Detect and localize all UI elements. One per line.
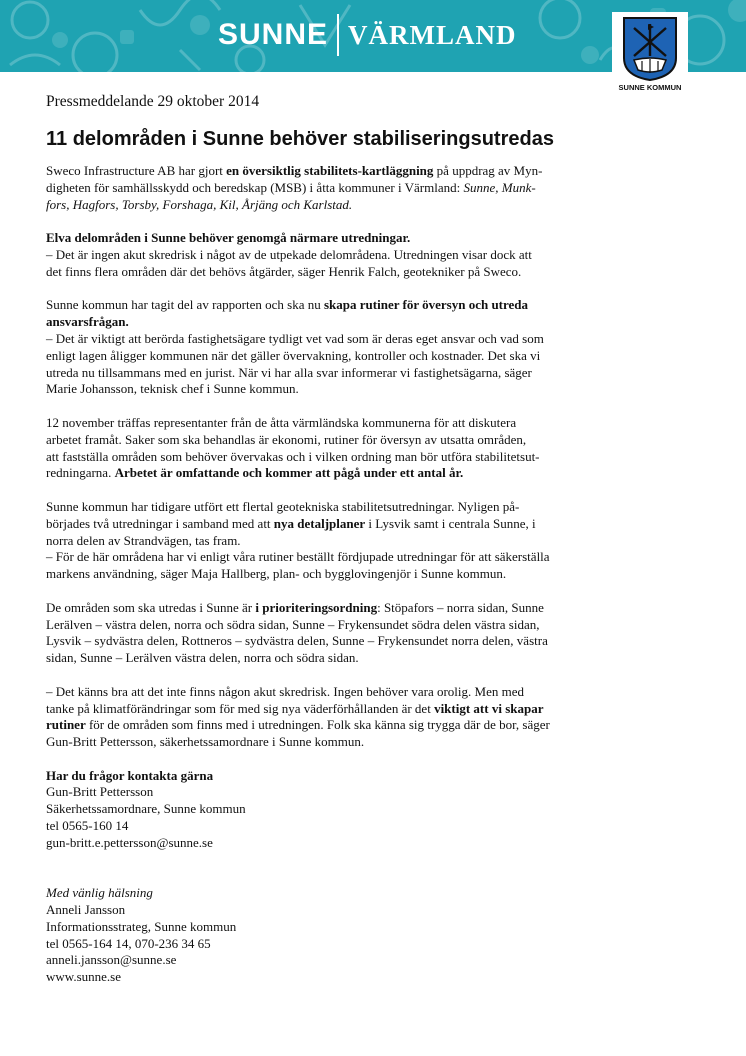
coat-of-arms-icon [622,16,678,82]
paragraph-detail-plans [46,499,646,583]
signoff-phone: tel 0565-164 14, 070-236 34 65 [46,935,211,951]
signoff-greeting: Med vänlig hälsning [46,885,153,901]
text-line: Marie Johansson, teknisk chef i Sunne kommun. [46,381,299,397]
text-line: 12 november träffas representanter från de åtta värmländska kommunerna för att diskutera [46,414,517,430]
text-line: markens användning, säger Maja Hallberg, plan- och bygglovingenjör i Sunne kommun. [46,566,507,582]
text-line: norra delen av Strandvägen, tas fram. [46,532,241,548]
paragraph-intro [46,163,646,213]
text-line: att fastställa områden som behöver övervakas och i vilken ordning man bör utföra stabilitetsut- [46,448,540,464]
brand-divider [337,14,339,56]
municipality-logo [612,12,688,96]
text-line: Lerälven – västra delen, norra och södra sidan, Sunne – Frykensundet södra delen västra sidan, [46,616,540,632]
contact-email: gun-britt.e.pettersson@sunne.se [46,834,213,850]
paragraph-municipality-response [46,297,646,398]
text: Sunne kommun har tagit del av rapporten och ska nu [46,297,324,313]
bold-text: nya detaljplaner [273,515,366,531]
brand-sunne: SUNNE [218,18,329,51]
text: De områden som ska utredas i Sunne är [46,599,256,615]
contact-block [46,768,646,852]
bold-text: rutiner [46,717,86,733]
contact-name: Gun-Britt Pettersson [46,784,154,800]
bold-text: viktigt att vi skapar [434,700,544,716]
signoff-name: Anneli Jansson [46,902,126,918]
brand-varmland: VÄRMLAND [348,19,517,50]
text-line: Sunne kommun har tidigare utfört ett flertal geotekniska stabilitetsutredningar. Nyligen på- [46,498,520,514]
text: digheten för samhällsskydd och beredskap (MSB) i åtta kommuner i Värmland: [46,179,464,195]
text-line: utreda nu tillsammans med en jurist. När vi har alla svar informerar vi fastighetsägarna, säger [46,364,532,380]
brand-wordmark [218,10,517,60]
paragraph-priority-areas [46,600,646,667]
lead-sentence: Elva delområden i Sunne behöver genomgå närmare utredningar. [46,230,411,246]
logo-caption: SUNNE KOMMUN [618,83,682,92]
dateline: Pressmeddelande 29 oktober 2014 [46,93,260,110]
text: : Stöpafors – norra sidan, Sunne [377,599,544,615]
text-line: arbetet framåt. Saker som ska behandlas är ekonomi, rutiner för översyn av utsatta områden, [46,431,527,447]
contact-phone: tel 0565-160 14 [46,818,129,834]
spacer [46,868,646,885]
bold-text: ansvarsfrågan. [46,314,129,330]
text: redningarna. [46,465,115,481]
bold-text: Arbetet är omfattande och kommer att pågå under ett antal år. [114,465,464,481]
signoff-website: www.sunne.se [46,969,121,985]
text: Sweco Infrastructure AB har gjort [46,163,227,178]
signoff-role: Informationsstrateg, Sunne kommun [46,918,237,934]
text-line: – Det känns bra att det inte finns någon akut skredrisk. Ingen behöver vara orolig. Men med [46,683,524,699]
contact-role: Säkerhetssamordnare, Sunne kommun [46,801,246,817]
text-line: det finns flera områden där det behövs åtgärder, säger Henrik Falch, geotekniker på Sweco. [46,263,522,279]
text-line: – Det är viktigt att berörda fastighetsägare tydligt vet vad som är deras eget ansvar och vad som [46,330,544,346]
paragraph-meeting [46,415,646,482]
page-title: 11 delområden i Sunne behöver stabiliseringsutredas [46,128,554,150]
bold-text: i prioriteringsordning [255,599,378,615]
signoff-block [46,885,646,986]
paragraph-sweco-quote [46,230,646,280]
italic-text: Sunne, Munk- [463,179,536,195]
paragraph-safety-quote [46,684,646,751]
signoff-email: anneli.jansson@sunne.se [46,952,177,968]
text: för de områden som finns med i utredningen. Folk ska känna sig trygga där de bor, säger [85,717,550,733]
italic-text: fors, Hagfors, Torsby, Forshaga, Kil, Årjäng och Karlstad. [46,196,353,212]
text-line: Gun-Britt Pettersson, säkerhetssamordnare i Sunne kommun. [46,734,365,750]
text: i Lysvik samt i centrala Sunne, i [365,515,536,531]
text: på uppdrag av Myn- [433,163,543,178]
text-line: enligt lagen åligger kommunen när det gäller övervakning, kontroller och kostnader. Det ska vi [46,347,541,363]
bold-text: en översiktlig stabilitets-kartläggning [226,163,434,178]
text: tanke på klimatförändringar som för med sig nya väderförhållanden är det [46,700,435,716]
text-line: Lysvik – sydvästra delen, Rottneros – sydvästra delen, Sunne – Frykensundet norra delen, västra [46,633,548,649]
bold-text: skapa rutiner för översyn och utreda [324,297,529,313]
text-line: sidan, Sunne – Lerälven västra delen, norra och södra sidan. [46,650,359,666]
press-release-body [46,92,646,1003]
text: börjades två utredningar i samband med att [46,515,274,531]
text-line: – För de här områdena har vi enligt våra rutiner beställt fördjupade utredningar för att säkerställa [46,549,550,565]
contact-heading: Har du frågor kontakta gärna [46,767,214,783]
text-line: – Det är ingen akut skredrisk i något av de utpekade delområdena. Utredningen visar dock att [46,246,532,262]
